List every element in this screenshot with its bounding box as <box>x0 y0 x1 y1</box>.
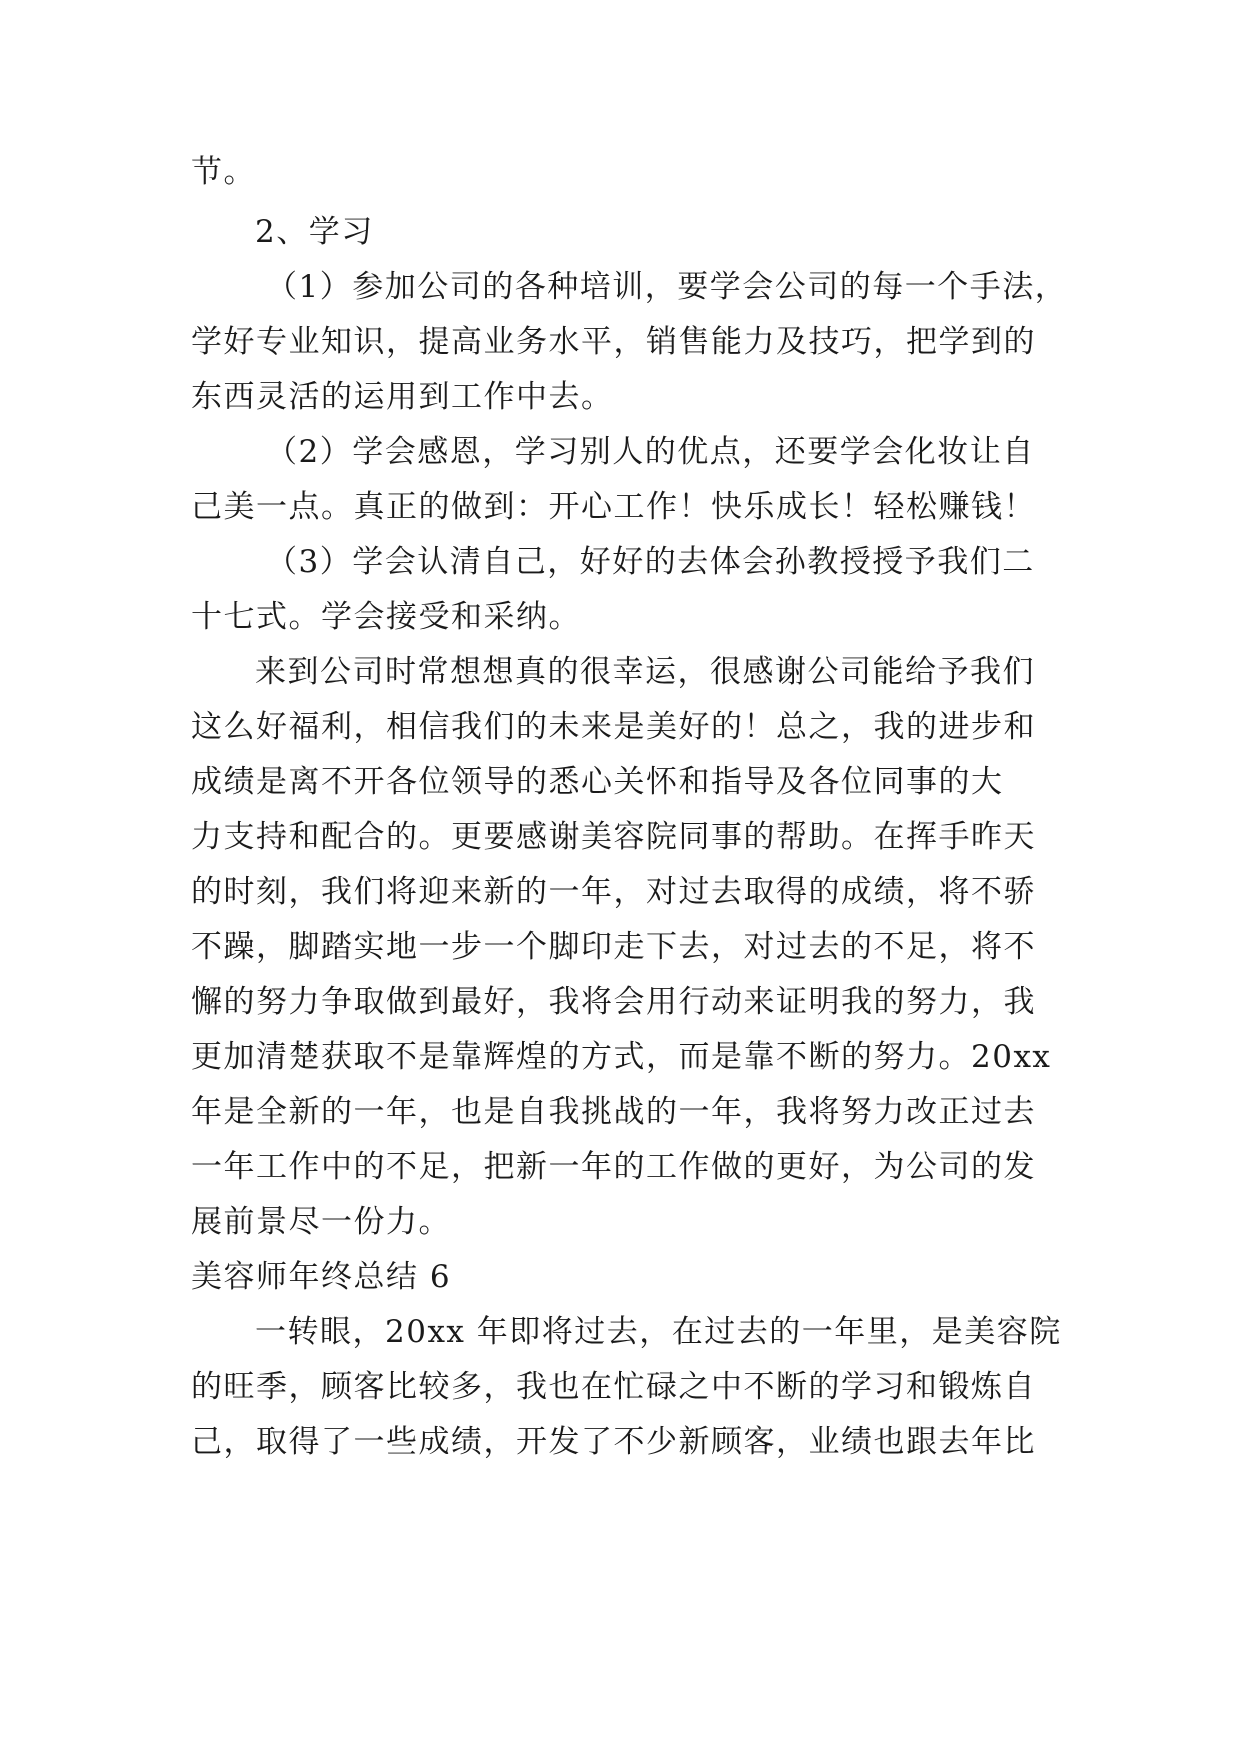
paragraph-line: 来到公司时常想想真的很幸运，很感谢公司能给予我们 <box>255 654 1035 690</box>
paragraph-line: 学好专业知识，提高业务水平，销售能力及技巧，把学到的 <box>191 324 1036 360</box>
paragraph-line: 年是全新的一年，也是自我挑战的一年，我将努力改正过去 <box>191 1094 1036 1130</box>
paragraph-line: 十七式。学会接受和采纳。 <box>191 599 581 635</box>
paragraph-line: 的时刻，我们将迎来新的一年，对过去取得的成绩，将不骄 <box>191 874 1036 910</box>
paragraph-line: 懈的努力争取做到最好，我将会用行动来证明我的努力，我 <box>191 984 1036 1020</box>
paragraph-line: 更加清楚获取不是靠辉煌的方式，而是靠不断的努力。20xx <box>191 1039 1052 1075</box>
paragraph-line: 己，取得了一些成绩，开发了不少新顾客，业绩也跟去年比 <box>191 1424 1036 1460</box>
list-item-line: （1）参加公司的各种培训，要学会公司的每一个手法， <box>266 269 1068 305</box>
paragraph-line: 一转眼，20xx 年即将过去，在过去的一年里，是美容院 <box>255 1314 1062 1350</box>
section-heading: 2、学习 <box>255 214 374 250</box>
paragraph-line: 的旺季，顾客比较多，我也在忙碌之中不断的学习和锻炼自 <box>191 1369 1036 1405</box>
paragraph-line: 力支持和配合的。更要感谢美容院同事的帮助。在挥手昨天 <box>191 819 1036 855</box>
list-item-line: （2）学会感恩，学习别人的优点，还要学会化妆让自 <box>266 434 1035 470</box>
paragraph-line: 己美一点。真正的做到：开心工作！快乐成长！轻松赚钱！ <box>191 489 1036 525</box>
paragraph-line: 节。 <box>191 154 256 190</box>
paragraph-line: 不躁，脚踏实地一步一个脚印走下去，对过去的不足，将不 <box>191 929 1036 965</box>
paragraph-line: 东西灵活的运用到工作中去。 <box>191 379 614 415</box>
list-item-line: （3）学会认清自己，好好的去体会孙教授授予我们二 <box>266 544 1035 580</box>
paragraph-line: 成绩是离不开各位领导的悉心关怀和指导及各位同事的大 <box>191 764 1004 800</box>
paragraph-line: 一年工作中的不足，把新一年的工作做的更好，为公司的发 <box>191 1149 1036 1185</box>
section-title: 美容师年终总结 6 <box>191 1259 452 1295</box>
paragraph-line: 这么好福利，相信我们的未来是美好的！总之，我的进步和 <box>191 709 1036 745</box>
paragraph-line: 展前景尽一份力。 <box>191 1204 451 1240</box>
